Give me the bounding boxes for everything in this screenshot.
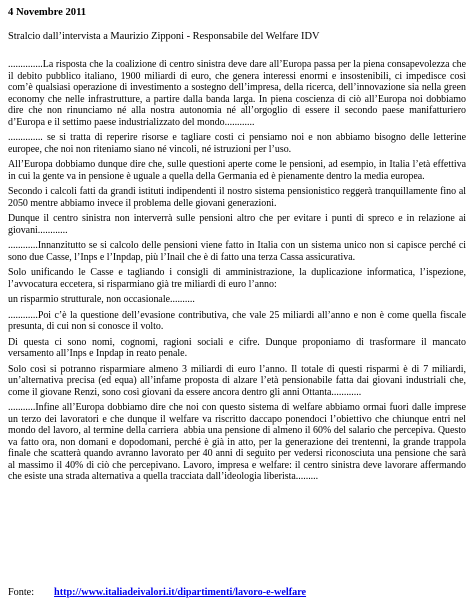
- paragraph-4: Secondo i calcoli fatti da grandi istituti indipendenti il nostro sistema pensionistico reggerà tranquillamente fino al 2050 mentre abbiamo invece il problema delle giovani generazioni.: [8, 186, 469, 209]
- paragraph-1: ..............La risposta che la coalizione di centro sinistra deve dare all’Europa passa per la piena consapevolezza che il debito pubblico italiano, 1900 miliardi di euro, che genera interessi enormi e insostenibili, ci impedisce così com’è qualsiasi operazione di investimento a sostegno dell’impresa, della ricerca, dell’innovazione sia nella green economy che nelle infrastrutture, a partire dalla banda larga. In piena coscienza di ciò all’Europa noi dobbiamo dire che non rinunciamo né alla nostra autonomia né all’orgoglio di essere il secondo paese manifatturiero d’Europa e il settimo paese industrializzato del mondo............: [8, 59, 469, 128]
- paragraph-12: ...........Infine all’Europa dobbiamo dire che noi con questo sistema di welfare abbiamo ormai fuori dalle imprese un terzo dei lavoratori e che dunque il welfare va riscritto daccapo ponendoci l’obiettivo che chiunque entri nel mondo del lavoro, al termine della carriera abbia una pensione di almeno il 60% del salario che percepiva. Questo va fatto ora, non domani e dopodomani, perché è già in atto, per la generazione dei trentenni, la grande trappola finale che scatterà quando avranno lavorato per 40 anni di seguito per vedersi riconosciuta una pensione che sarà al massimo il 40% di ciò che percepivano. Lavoro, impresa e welfare: il centro sinistra deve lavorare affermando che esiste una strada alternativa a quella tracciata dall’ideologia liberista.........: [8, 402, 469, 482]
- paragraph-8: un risparmio strutturale, non occasionale..........: [8, 294, 195, 305]
- interview-body: [8, 59, 469, 483]
- paragraph-10: Di questa ci sono nomi, cognomi, ragioni sociali e cifre. Dunque proponiamo di trasformare il mancato versamento all’Inps e Inpdap in reato penale.: [8, 336, 469, 359]
- document-subtitle: Stralcio dall’intervista a Maurizio Zipponi - Responsabile del Welfare IDV: [8, 31, 320, 42]
- source-line: [8, 586, 306, 599]
- paragraph-9: ............Poi c’è la questione dell’evasione contributiva, che vale 25 miliardi all’anno e non è come quella fiscale presunta, di cui non si conosce il volto.: [8, 309, 469, 332]
- paragraph-11: Solo così si potranno risparmiare almeno 3 miliardi di euro l’anno. Il totale di questi risparmi è di 7 miliardi, un’alternativa precisa (ed equa) all’infame proposta di alzare l’età pensionabile fatta dai giovani industriali che, come il giovane Renzi, sono così giovani da essere ancora dentro gli anni Ottanta............: [8, 363, 469, 398]
- paragraph-3: All’Europa dobbiamo dunque dire che, sulle questioni aperte come le pensioni, ad esempio, in Italia l’età effettiva in cui la gente va in pensione è uguale a quella della Germania ed è pienamente dentro la media europea.: [8, 159, 469, 182]
- source-link[interactable]: http://www.italiadeivalori.it/dipartimenti/lavoro-e-welfare: [54, 587, 307, 598]
- paragraph-5: Dunque il centro sinistra non interverrà sulle pensioni altro che per evitare i punti di spreco e in relazione ai giovani............: [8, 213, 469, 236]
- paragraph-7: Solo unificando le Casse e tagliando i consigli di amministrazione, la duplicazione informatica, l’ispezione, l’avvocatura eccetera, si risparmiano già tre miliardi di euro l’anno:: [8, 267, 469, 290]
- source-label: Fonte:: [8, 587, 35, 598]
- document-date: 4 Novembre 2011: [8, 7, 87, 18]
- paragraph-6: ............Innanzitutto se si calcolo delle pensioni viene fatto in Italia con un sistema unico non si capisce perché ci sono due Casse, l’Inps e l’Inpdap, più l’Inail che è di fatto una terza Cassa assicurativa.: [8, 240, 469, 263]
- document-page: [8, 6, 469, 598]
- paragraph-2: .............. se si tratta di reperire risorse e tagliare costi ci pensiamo noi e non abbiamo bisogno delle letterine europee, che noi non riteniamo siano né vincoli, né istruzioni per l’uso.: [8, 132, 469, 155]
